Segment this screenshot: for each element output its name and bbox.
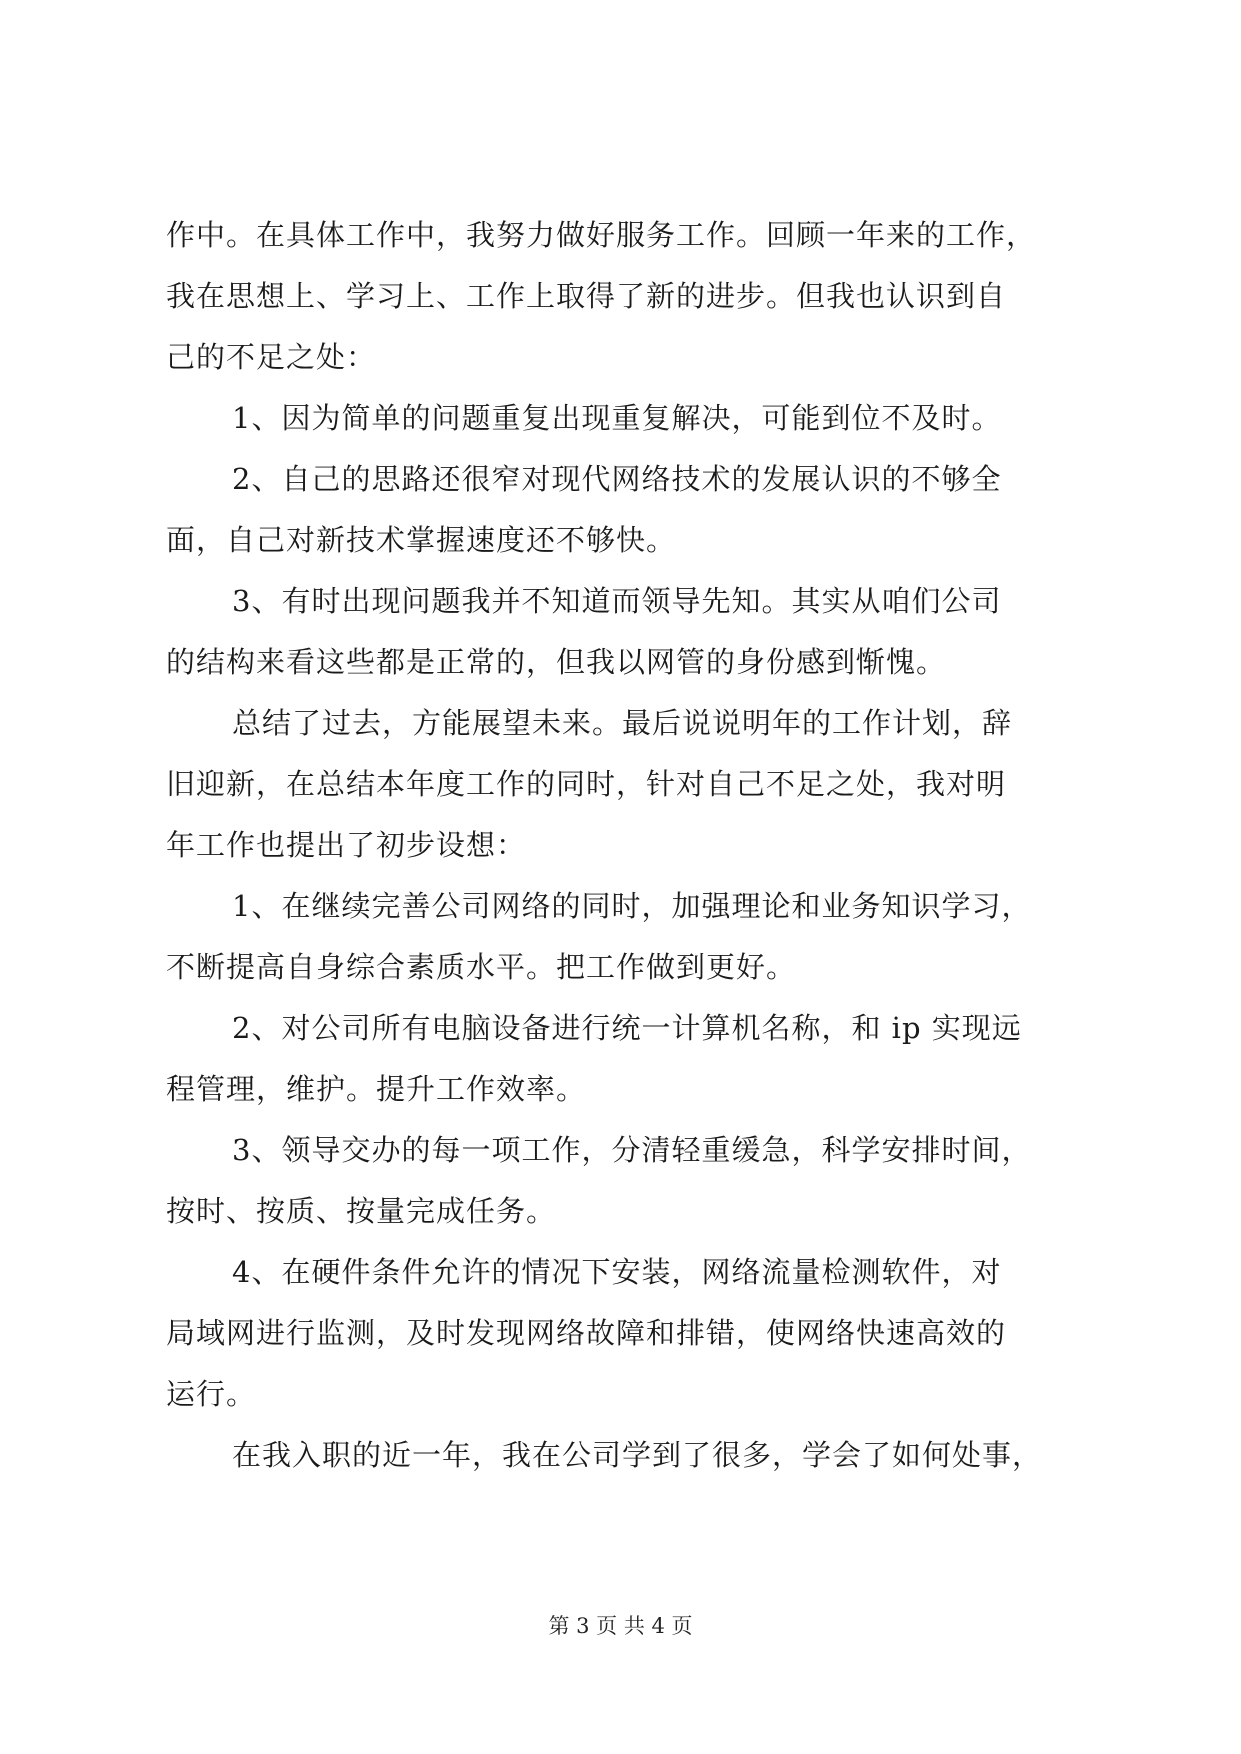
text-line: 不断提高自身综合素质水平。把工作做到更好。 (166, 950, 797, 984)
text-line: 程管理，维护。提升工作效率。 (166, 1072, 587, 1106)
text-line: 总结了过去，方能展望未来。最后说说明年的工作计划，辞 (232, 706, 1013, 740)
text-line: 己的不足之处： (166, 340, 377, 374)
text-line: 面，自己对新技术掌握速度还不够快。 (166, 523, 677, 557)
text-line: 3、有时出现问题我并不知道而领导先知。其实从咱们公司 (232, 584, 1002, 618)
text-line: 在我入职的近一年，我在公司学到了很多，学会了如何处事， (232, 1438, 1043, 1472)
text-line: 年工作也提出了初步设想： (166, 828, 527, 862)
text-line: 1、在继续完善公司网络的同时，加强理论和业务知识学习， (232, 889, 1032, 923)
page-number-footer: 第 3 页 共 4 页 (548, 1614, 693, 1638)
text-line: 作中。在具体工作中，我努力做好服务工作。回顾一年来的工作， (166, 218, 1037, 252)
text-line: 按时、按质、按量完成任务。 (166, 1194, 557, 1228)
document-body (166, 205, 1076, 1486)
text-line: 局域网进行监测，及时发现网络故障和排错，使网络快速高效的 (166, 1316, 1007, 1350)
text-line: 2、自己的思路还很窄对现代网络技术的发展认识的不够全 (232, 462, 1002, 496)
text-line: 运行。 (166, 1377, 257, 1411)
text-line: 1、因为简单的问题重复出现重复解决，可能到位不及时。 (232, 401, 1002, 435)
text-line: 旧迎新，在总结本年度工作的同时，针对自己不足之处，我对明 (166, 767, 1007, 801)
text-line: 3、领导交办的每一项工作，分清轻重缓急，科学安排时间， (232, 1133, 1032, 1167)
text-line: 的结构来看这些都是正常的，但我以网管的身份感到惭愧。 (166, 645, 947, 679)
text-line: 我在思想上、学习上、工作上取得了新的进步。但我也认识到自 (166, 279, 1007, 313)
text-line: 4、在硬件条件允许的情况下安装，网络流量检测软件，对 (232, 1255, 1002, 1289)
text-line: 2、对公司所有电脑设备进行统一计算机名称，和 ip 实现远 (232, 1011, 1022, 1045)
